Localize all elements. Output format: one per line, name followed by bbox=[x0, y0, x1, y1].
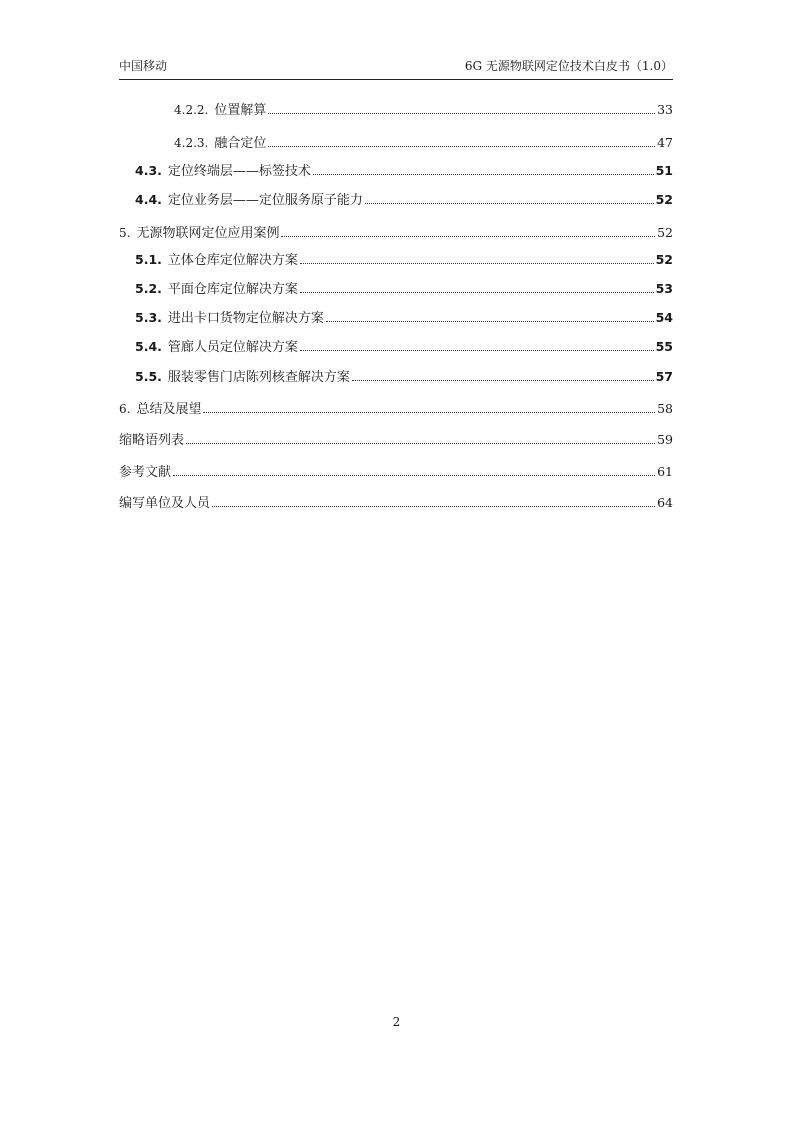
toc-entry[interactable] bbox=[119, 431, 673, 450]
toc-entry-title: 进出卡口货物定位解决方案 bbox=[167, 311, 324, 326]
toc-entry[interactable] bbox=[135, 280, 673, 299]
toc-leader-dots bbox=[268, 113, 655, 114]
toc-entry[interactable] bbox=[135, 191, 673, 210]
toc-entry-title: 定位终端层——标签技术 bbox=[167, 164, 311, 179]
toc-entry-title: 定位业务层——定位服务原子能力 bbox=[167, 193, 363, 208]
toc-entry-title: 参考文献 bbox=[119, 465, 172, 480]
header-doc-title: 6G 无源物联网定位技术白皮书（1.0） bbox=[464, 59, 673, 73]
toc-entry[interactable] bbox=[135, 338, 673, 357]
toc-entry[interactable] bbox=[174, 101, 673, 120]
toc-entry[interactable] bbox=[135, 368, 673, 387]
toc-entry-page: 52 bbox=[655, 252, 673, 267]
toc-entry[interactable] bbox=[119, 494, 673, 513]
toc-entry-number: 4.3. bbox=[135, 163, 162, 178]
toc-entry-page: 59 bbox=[657, 432, 673, 447]
toc-leader-dots bbox=[300, 263, 654, 264]
toc-entry-page: 47 bbox=[657, 135, 673, 150]
toc-leader-dots bbox=[268, 146, 655, 147]
toc-entry-page: 64 bbox=[657, 495, 673, 510]
toc-entry-number: 5.5. bbox=[135, 369, 162, 384]
toc-entry-page: 53 bbox=[655, 281, 673, 296]
toc-leader-dots bbox=[326, 321, 654, 322]
toc-leader-dots bbox=[352, 380, 654, 381]
toc-entry-title: 缩略语列表 bbox=[119, 433, 185, 448]
toc-entry-number: 5.3. bbox=[135, 310, 162, 325]
toc-leader-dots bbox=[300, 350, 654, 351]
toc-entry-number: 6. bbox=[119, 402, 131, 416]
toc-leader-dots bbox=[300, 292, 654, 293]
toc-entry-number: 4.4. bbox=[135, 192, 162, 207]
header-org: 中国移动 bbox=[119, 59, 168, 73]
toc-entry-page: 51 bbox=[655, 163, 673, 178]
toc-leader-dots bbox=[203, 412, 655, 413]
toc-entry-title: 服装零售门店陈列核查解决方案 bbox=[167, 370, 350, 385]
toc-entry[interactable] bbox=[119, 224, 673, 243]
toc-entry-page: 52 bbox=[657, 225, 673, 240]
toc-entry-page: 61 bbox=[657, 464, 673, 479]
toc-leader-dots bbox=[313, 174, 654, 175]
page-number: 2 bbox=[392, 1015, 401, 1029]
toc-entry[interactable] bbox=[119, 400, 673, 419]
toc-leader-dots bbox=[186, 443, 655, 444]
toc-entry-page: 57 bbox=[655, 369, 673, 384]
toc-entry-title: 平面仓库定位解决方案 bbox=[167, 282, 298, 297]
toc-entry-page: 52 bbox=[655, 192, 673, 207]
toc-entry-number: 5.1. bbox=[135, 252, 162, 267]
toc-entry-page: 33 bbox=[657, 102, 673, 117]
toc-entry-page: 58 bbox=[657, 401, 673, 416]
toc-leader-dots bbox=[173, 475, 655, 476]
toc-entry-title: 编写单位及人员 bbox=[119, 496, 211, 511]
toc-entry-number: 5.4. bbox=[135, 339, 162, 354]
toc-entry-title: 总结及展望 bbox=[136, 402, 202, 417]
toc-entry-title: 无源物联网定位应用案例 bbox=[136, 226, 280, 241]
toc-leader-dots bbox=[212, 506, 655, 507]
toc-entry-page: 55 bbox=[655, 339, 673, 354]
page-header bbox=[119, 57, 673, 80]
toc-entry-title: 融合定位 bbox=[214, 136, 267, 151]
toc-entry-page: 54 bbox=[655, 310, 673, 325]
toc-entry-number: 5.2. bbox=[135, 281, 162, 296]
toc-entry-number: 4.2.3. bbox=[174, 136, 209, 150]
toc-entry-title: 立体仓库定位解决方案 bbox=[167, 253, 298, 268]
toc-leader-dots bbox=[365, 203, 654, 204]
toc-entry-number: 4.2.2. bbox=[174, 103, 209, 117]
toc-leader-dots bbox=[281, 236, 655, 237]
toc-entry[interactable] bbox=[174, 134, 673, 153]
toc-entry[interactable] bbox=[135, 309, 673, 328]
toc-entry[interactable] bbox=[119, 463, 673, 482]
toc-entry[interactable] bbox=[135, 251, 673, 270]
toc-entry-title: 管廊人员定位解决方案 bbox=[167, 340, 298, 355]
toc-entry-number: 5. bbox=[119, 226, 131, 240]
toc-entry[interactable] bbox=[135, 162, 673, 181]
toc-entry-title: 位置解算 bbox=[214, 103, 267, 118]
